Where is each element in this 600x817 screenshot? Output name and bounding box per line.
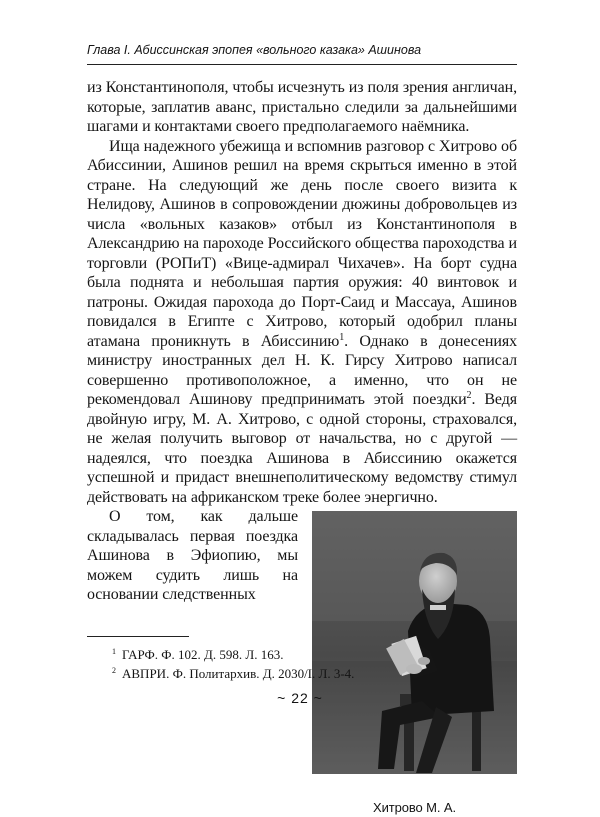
page-number: ~ 22 ~: [277, 690, 323, 706]
portrait-photo: [312, 511, 517, 774]
header-divider: [87, 64, 517, 65]
footnote-2-number: 2: [112, 666, 116, 675]
figure-caption: Хитрово М. А.: [373, 800, 456, 815]
paragraph-1: из Константинополя, чтобы исчезнуть из поля зрения англичан, которые, заплатив аванс, пристально следили за дальнейшими шагами и контактами своего предполагаемого наёмника.: [87, 79, 517, 135]
main-text: [87, 78, 517, 817]
paragraph-3: О том, как дальше складывалась первая поездка Ашинова в Эфиопию, мы можем судить лишь на основании следственных: [87, 508, 298, 603]
paragraph-2-part-1: Ища надежного убежища и вспомнив разговор с Хитрово об Абиссинии, Ашинов решил на время скрыться именно в этой стране. На следующий же день после своего визита к Нелидову, Ашинов в сопровождении дюжины добровольцев из числа «вольных казаков» отбыл из Константинополя в Александрию на пароходе Российского общества пароходства и торговли (РОПиТ) «Вице-адмирал Чихачев». На борт судна была поднята и небольшая партия оружия: 40 винтовок и патроны. Ожидая парохода до Порт-Саид и Массауа, Ашинов повидался в Египте с Хитрово, который одобрил планы атамана проникнуть в Абиссинию: [87, 137, 517, 350]
footnote-1: [112, 645, 512, 664]
paragraph-2: [87, 137, 517, 508]
footnote-2: [112, 664, 512, 683]
paragraph-2-part-3: . Ведя двойную игру, М. А. Хитрово, с одной стороны, страховался, не желая получить выговор от начальства, но с другой — надеялся, что поездка Ашинова в Абиссинию окажется успешной и придаст внешнеполитическому ведомству стимул действовать на африканском треке более энергично.: [87, 391, 517, 506]
footnote-ref-2[interactable]: 2: [466, 390, 472, 401]
footnote-ref-1[interactable]: 1: [339, 331, 345, 343]
paragraph-2-part-2: . Однако в донесениях министру иностранных дел Н. К. Гирсу Хитрово написал совершенно противоположное, а именно, что он не рекомендовал Ашинову предпринимать этой поездки: [87, 332, 518, 408]
footnote-1-text: ГАРФ. Ф. 102. Д. 598. Л. 163.: [122, 647, 284, 662]
footnote-2-text: АВПРИ. Ф. Политархив. Д. 2030/I. Л. 3-4.: [122, 666, 355, 681]
footnote-1-number: 1: [112, 647, 116, 656]
footnote-divider: [87, 636, 189, 637]
running-header: Глава I. Абиссинская эпопея «вольного казака» Ашинова: [87, 43, 422, 57]
footnotes: [112, 645, 512, 683]
